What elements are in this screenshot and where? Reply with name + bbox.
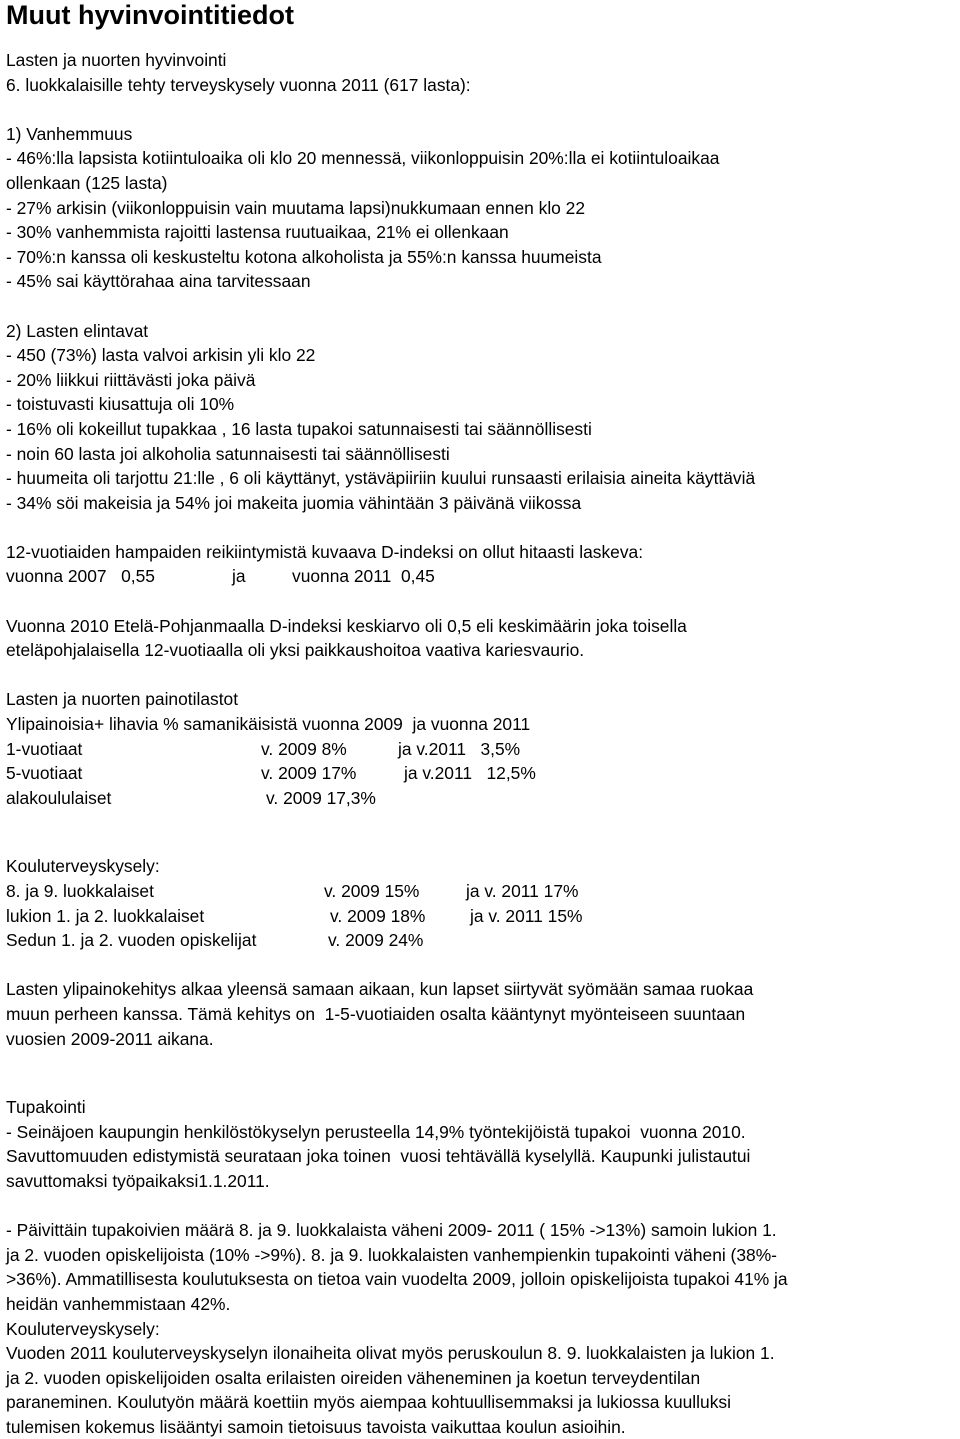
list-item: - noin 60 lasta joi alkoholia satunnaisesti tai säännöllisesti xyxy=(6,443,450,464)
school-group: lukion 1. ja 2. luokkalaiset xyxy=(6,905,205,926)
weight-heading: Lasten ja nuorten painotilastot xyxy=(6,689,239,710)
list-item: - 70%:n kanssa oli keskusteltu kotona alkoholista ja 55%:n kanssa huumeista xyxy=(6,246,602,267)
weight-group: 1-vuotiaat xyxy=(6,738,83,759)
region-text: Vuonna 2010 Etelä-Pohjanmaalla D-indeksi keskiarvo oli 0,5 eli keskimäärin joka toisella xyxy=(6,615,687,636)
smoking-text: - Seinäjoen kaupungin henkilöstökyselyn perusteella 14,9% työntekijöistä tupakoi vuonna 2010. xyxy=(6,1121,746,1142)
list-item: - 16% oli kokeillut tupakkaa , 16 lasta tupakoi satunnaisesti tai säännöllisesti xyxy=(6,418,592,439)
region-text: eteläpohjalaisella 12-vuotiaalla oli yksi paikkaushoitoa vaativa kariesvaurio. xyxy=(6,640,585,661)
school-2011: ja v. 2011 15% xyxy=(470,905,583,926)
smoking-text: heidän vanhemmistaan 42%. xyxy=(6,1293,231,1314)
list-item: - huumeita oli tarjottu 21:lle , 6 oli käyttänyt, ystäväpiiriin kuului runsaasti erilaisia aineita käyttäviä xyxy=(6,468,756,489)
document-page xyxy=(6,0,956,1439)
dindex-row xyxy=(6,564,956,589)
school-row xyxy=(6,879,956,904)
school-survey-heading: Kouluterveyskysely: xyxy=(6,856,160,877)
survey-text: paraneminen. Koulutyön määrä koettiin myös aiempaa kohtuullisemmaksi ja lukiossa kuulluksi xyxy=(6,1392,731,1413)
list-item: - 45% sai käyttörahaa aina tarvitessaan xyxy=(6,271,311,292)
dindex-and: ja xyxy=(232,566,246,587)
smoking-text: ja 2. vuoden opiskelijoista (10% ->9%). 8. ja 9. luokkalaisten vanhempienkin tupakointi väheni (38%- xyxy=(6,1244,777,1265)
weight-2011: ja v.2011 3,5% xyxy=(398,738,521,759)
list-item: - toistuvasti kiusattuja oli 10% xyxy=(6,394,235,415)
weight-subheading: Ylipainoisia+ lihavia % samanikäisistä vuonna 2009 ja vuonna 2011 xyxy=(6,714,531,735)
intro-line: 6. luokkalaisille tehty terveyskysely vuonna 2011 (617 lasta): xyxy=(6,74,471,95)
dindex-2011: vuonna 2011 0,45 xyxy=(292,566,435,587)
list-item: - 20% liikkui riittävästi joka päivä xyxy=(6,369,256,390)
trend-text: Lasten ylipainokehitys alkaa yleensä samaan aikaan, kun lapset siirtyvät syömään samaa ruokaa xyxy=(6,979,754,1000)
school-survey-heading: Kouluterveyskysely: xyxy=(6,1318,160,1339)
dindex-text: 12-vuotiaiden hampaiden reikiintymistä kuvaava D-indeksi on ollut hitaasti laskeva: xyxy=(6,541,644,562)
school-group: 8. ja 9. luokkalaiset xyxy=(6,881,154,901)
section-heading-lifestyle: 2) Lasten elintavat xyxy=(6,320,149,341)
weight-group: alakoululaiset xyxy=(6,787,112,808)
smoking-text: Savuttomuuden edistymistä seurataan joka toinen vuosi tehtävällä kyselyllä. Kaupunki julistautui xyxy=(6,1146,751,1167)
weight-2011: ja v.2011 12,5% xyxy=(404,763,536,784)
document-body xyxy=(6,48,956,1439)
smoking-text: >36%). Ammatillisesta koulutuksesta on tietoa vain vuodelta 2009, jolloin opiskelijoista tupakoi 41% ja xyxy=(6,1269,788,1290)
trend-text: muun perheen kanssa. Tämä kehitys on 1-5-vuotiaiden osalta kääntynyt myönteiseen suuntaan xyxy=(6,1003,746,1024)
school-row xyxy=(6,928,956,953)
school-row xyxy=(6,904,956,929)
dindex-2007: vuonna 2007 0,55 xyxy=(6,566,155,587)
list-item: - 34% söi makeisia ja 54% joi makeita juomia vähintään 3 päivänä viikossa xyxy=(6,492,582,513)
weight-group: 5-vuotiaat xyxy=(6,763,83,784)
school-2009: v. 2009 24% xyxy=(328,930,424,951)
weight-2009: v. 2009 8% xyxy=(261,738,347,759)
survey-text: ja 2. vuoden opiskelijoiden osalta erilaisten oireiden väheneminen ja koetun terveydentilan xyxy=(6,1367,701,1388)
list-item: - 30% vanhemmista rajoitti lastensa ruutuaikaa, 21% ei ollenkaan xyxy=(6,222,509,243)
survey-text: Vuoden 2011 kouluterveyskyselyn ilonaiheita olivat myös peruskoulun 8. 9. luokkalaisten ja lukion 1. xyxy=(6,1343,775,1364)
list-item: - 450 (73%) lasta valvoi arkisin yli klo 22 xyxy=(6,345,316,366)
smoking-text: savuttomaksi työpaikaksi1.1.2011. xyxy=(6,1170,270,1191)
weight-2009: v. 2009 17,3% xyxy=(266,787,376,808)
list-item: ollenkaan (125 lasta) xyxy=(6,172,168,193)
list-item: - 27% arkisin (viikonloppuisin vain muutama lapsi)nukkumaan ennen klo 22 xyxy=(6,197,586,218)
weight-row xyxy=(6,737,956,762)
school-group: Sedun 1. ja 2. vuoden opiskelijat xyxy=(6,930,257,951)
school-2009: v. 2009 18% xyxy=(330,905,426,926)
school-2011: ja v. 2011 17% xyxy=(466,881,579,901)
trend-text: vuosien 2009-2011 aikana. xyxy=(6,1028,214,1049)
smoking-heading: Tupakointi xyxy=(6,1097,86,1118)
weight-row xyxy=(6,786,956,811)
section-heading-parenthood: 1) Vanhemmuus xyxy=(6,123,133,144)
school-2009: v. 2009 15% xyxy=(324,881,420,901)
intro-line: Lasten ja nuorten hyvinvointi xyxy=(6,50,227,70)
list-item: - 46%:lla lapsista kotiintuloaika oli klo 20 mennessä, viikonloppuisin 20%:lla ei kotiintuloaikaa xyxy=(6,148,720,169)
smoking-text: - Päivittäin tupakoivien määrä 8. ja 9. luokkalaista väheni 2009- 2011 ( 15% ->13%) samoin lukion 1. xyxy=(6,1220,777,1241)
weight-row xyxy=(6,761,956,786)
weight-2009: v. 2009 17% xyxy=(261,763,357,784)
page-title: Muut hyvinvointitiedot xyxy=(6,0,294,30)
survey-text: tulemisen kokemus lisääntyi samoin tietoisuus tavoista vaikuttaa koulun asioihin. xyxy=(6,1416,626,1437)
